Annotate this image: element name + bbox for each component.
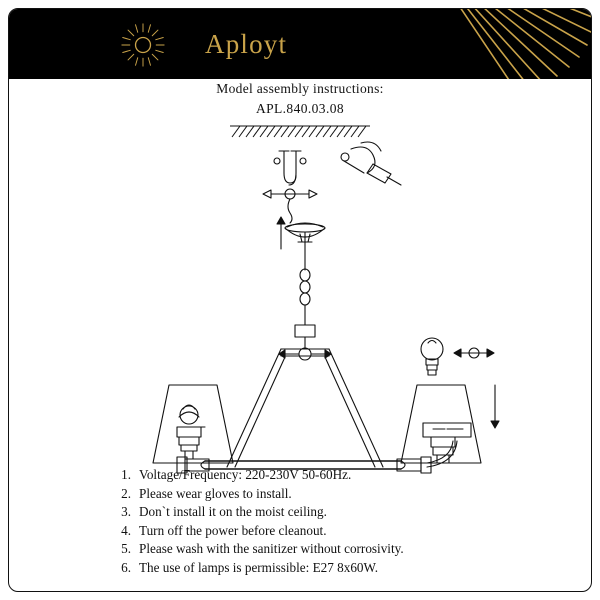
list-item-text: The use of lamps is permissible: E27 8x60W. — [139, 559, 379, 575]
bulb-icon — [421, 338, 443, 375]
radiating-rays-icon — [411, 9, 591, 79]
brand-header — [9, 9, 591, 79]
list-item — [111, 466, 581, 484]
sunburst-icon — [121, 23, 165, 67]
list-item-number: 4. — [121, 522, 131, 538]
screwdriver-icon — [263, 189, 317, 223]
list-item-number: 5. — [121, 541, 131, 556]
list-item — [111, 522, 581, 540]
wire-connector-icon — [341, 142, 401, 185]
list-item-text: Don`t install it on the moist ceiling. — [139, 504, 327, 519]
list-item — [111, 485, 581, 503]
list-item-text: Please wash with the sanitizer without corrosivity. — [139, 541, 404, 556]
lampshade-right-icon — [401, 385, 481, 463]
list-item-text: Please wear gloves to install. — [139, 485, 292, 501]
list-item — [111, 540, 581, 558]
list-item-text: Voltage/Frequency: 220-230V 50-60Hz. — [139, 467, 352, 482]
list-item-number: 1. — [121, 467, 131, 482]
ceiling-hook-icon — [274, 151, 306, 185]
ceiling-cup-icon — [285, 223, 325, 245]
instructions-title: Model assembly instructions: — [216, 81, 384, 96]
model-code: APL.840.03.08 — [255, 101, 345, 116]
chandelier-assembly-diagram — [9, 127, 592, 487]
list-item — [111, 503, 581, 521]
arrow-up-icon — [277, 217, 285, 249]
instructions-list — [111, 466, 581, 577]
list-item — [111, 559, 581, 577]
sheet-frame — [8, 8, 592, 592]
list-item-number: 6. — [121, 559, 131, 575]
list-item-text: Turn off the power before cleanout. — [139, 522, 327, 538]
brand-name: Aployt — [205, 29, 288, 59]
list-item-number: 3. — [121, 504, 131, 519]
list-item-number: 2. — [121, 485, 131, 501]
lampshade-left-icon — [153, 385, 233, 463]
chain-icon — [300, 245, 310, 325]
arrow-down-icon — [454, 348, 499, 428]
lamp-body-icon — [177, 325, 457, 473]
